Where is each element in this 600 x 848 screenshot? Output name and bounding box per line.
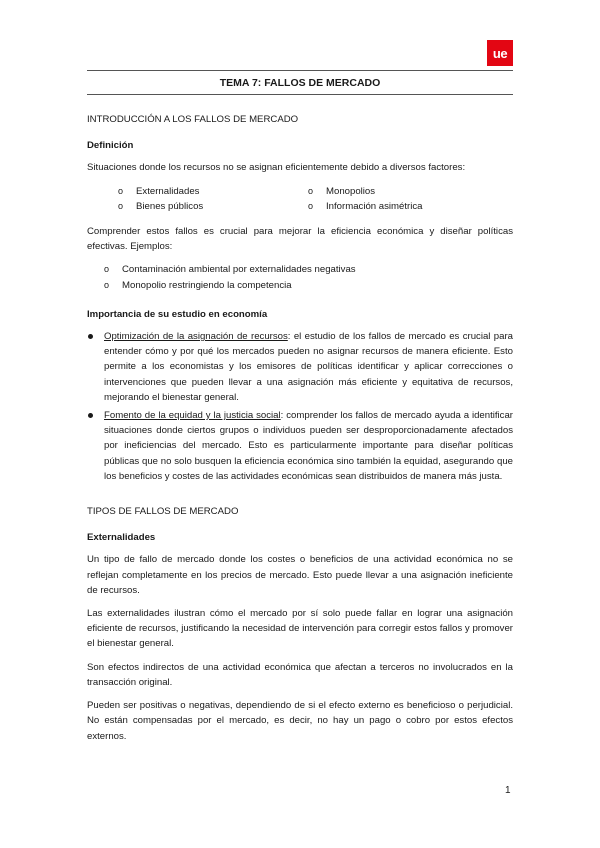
intro-heading: INTRODUCCIÓN A LOS FALLOS DE MERCADO bbox=[87, 114, 299, 125]
importance-heading: Importancia de su estudio en economía bbox=[87, 308, 268, 320]
factor-item: o Externalidades bbox=[106, 184, 296, 199]
importance-text: : comprender los fallos de mercado ayuda a identificar situaciones donde ciertos grupos o individuos pueden ser desproporcionadamente afectados por ineficiencias del mercado. Esto es particularmente importante para diseñar políticas públicas que no solo busquen la eficiencia económica sino también la equidad, asegurando que los beneficios y costes de las actividades económicas sean distribuidos de manera más justa. bbox=[104, 410, 514, 482]
importance-item bbox=[87, 329, 513, 405]
definition-text: Situaciones donde los recursos no se asignan eficientemente debido a diversos factores: bbox=[87, 162, 466, 174]
page-title: TEMA 7: FALLOS DE MERCADO bbox=[219, 77, 381, 89]
externalities-paragraph: Las externalidades ilustran cómo el mercado por sí solo puede fallar en lograr una asignación eficiente de recursos, justificando la necesidad de intervención para corregir estos fallos y promover el bienestar general. bbox=[87, 608, 513, 650]
externalities-paragraph: Un tipo de fallo de mercado donde los costes o beneficios de una actividad económica no se reflejan completamente en los precios de mercado. Esto puede llevar a una asignación ineficiente de recursos. bbox=[87, 554, 513, 596]
university-logo: ue bbox=[487, 40, 513, 66]
title-rule bbox=[87, 94, 513, 95]
definition-paragraph: Comprender estos fallos es crucial para mejorar la eficiencia económica y diseñar políticas efectivas. Ejemplos: bbox=[87, 226, 513, 253]
bullet-icon bbox=[88, 413, 93, 418]
importance-list bbox=[87, 329, 513, 484]
importance-text: : el estudio de los fallos de mercado es crucial para entender cómo y por qué los mercados pueden no asignar recursos de manera eficiente. Esto permite a los economistas y los emisores de políticas identificar y aplicar correcciones o intervenciones que pueden llevar a una asignación más eficiente y equitativa de recursos, mejorando el bienestar general. bbox=[104, 331, 513, 403]
example-item: o Contaminación ambiental por externalidades negativas bbox=[92, 262, 513, 277]
bullet-icon bbox=[88, 334, 93, 339]
top-rule bbox=[87, 70, 513, 71]
externalities-paragraph: Son efectos indirectos de una actividad económica que afectan a terceros no involucrados en la transacción original. bbox=[87, 661, 513, 688]
factor-item: o Monopolios bbox=[296, 184, 486, 199]
factor-item: o Bienes públicos bbox=[106, 199, 296, 214]
document-body bbox=[87, 112, 513, 752]
types-heading: TIPOS DE FALLOS DE MERCADO bbox=[87, 506, 239, 518]
externalities-paragraph: Pueden ser positivas o negativas, dependiendo de si el efecto externo es beneficioso o perjudicial. No están compensadas por el mercado, es decir, no hay un pago o cobro por estos efectos externos. bbox=[87, 700, 513, 742]
example-list bbox=[87, 262, 513, 292]
page-number: 1 bbox=[505, 785, 511, 796]
definition-heading: Definición bbox=[87, 140, 134, 152]
importance-label: Optimización de la asignación de recursos bbox=[104, 331, 288, 343]
externalities-heading: Externalidades bbox=[87, 532, 156, 544]
factor-item: o Información asimétrica bbox=[296, 199, 486, 214]
importance-item bbox=[87, 408, 513, 484]
example-item: o Monopolio restringiendo la competencia bbox=[92, 278, 513, 293]
importance-label: Fomento de la equidad y la justicia social bbox=[104, 410, 281, 422]
factor-list bbox=[87, 184, 513, 214]
